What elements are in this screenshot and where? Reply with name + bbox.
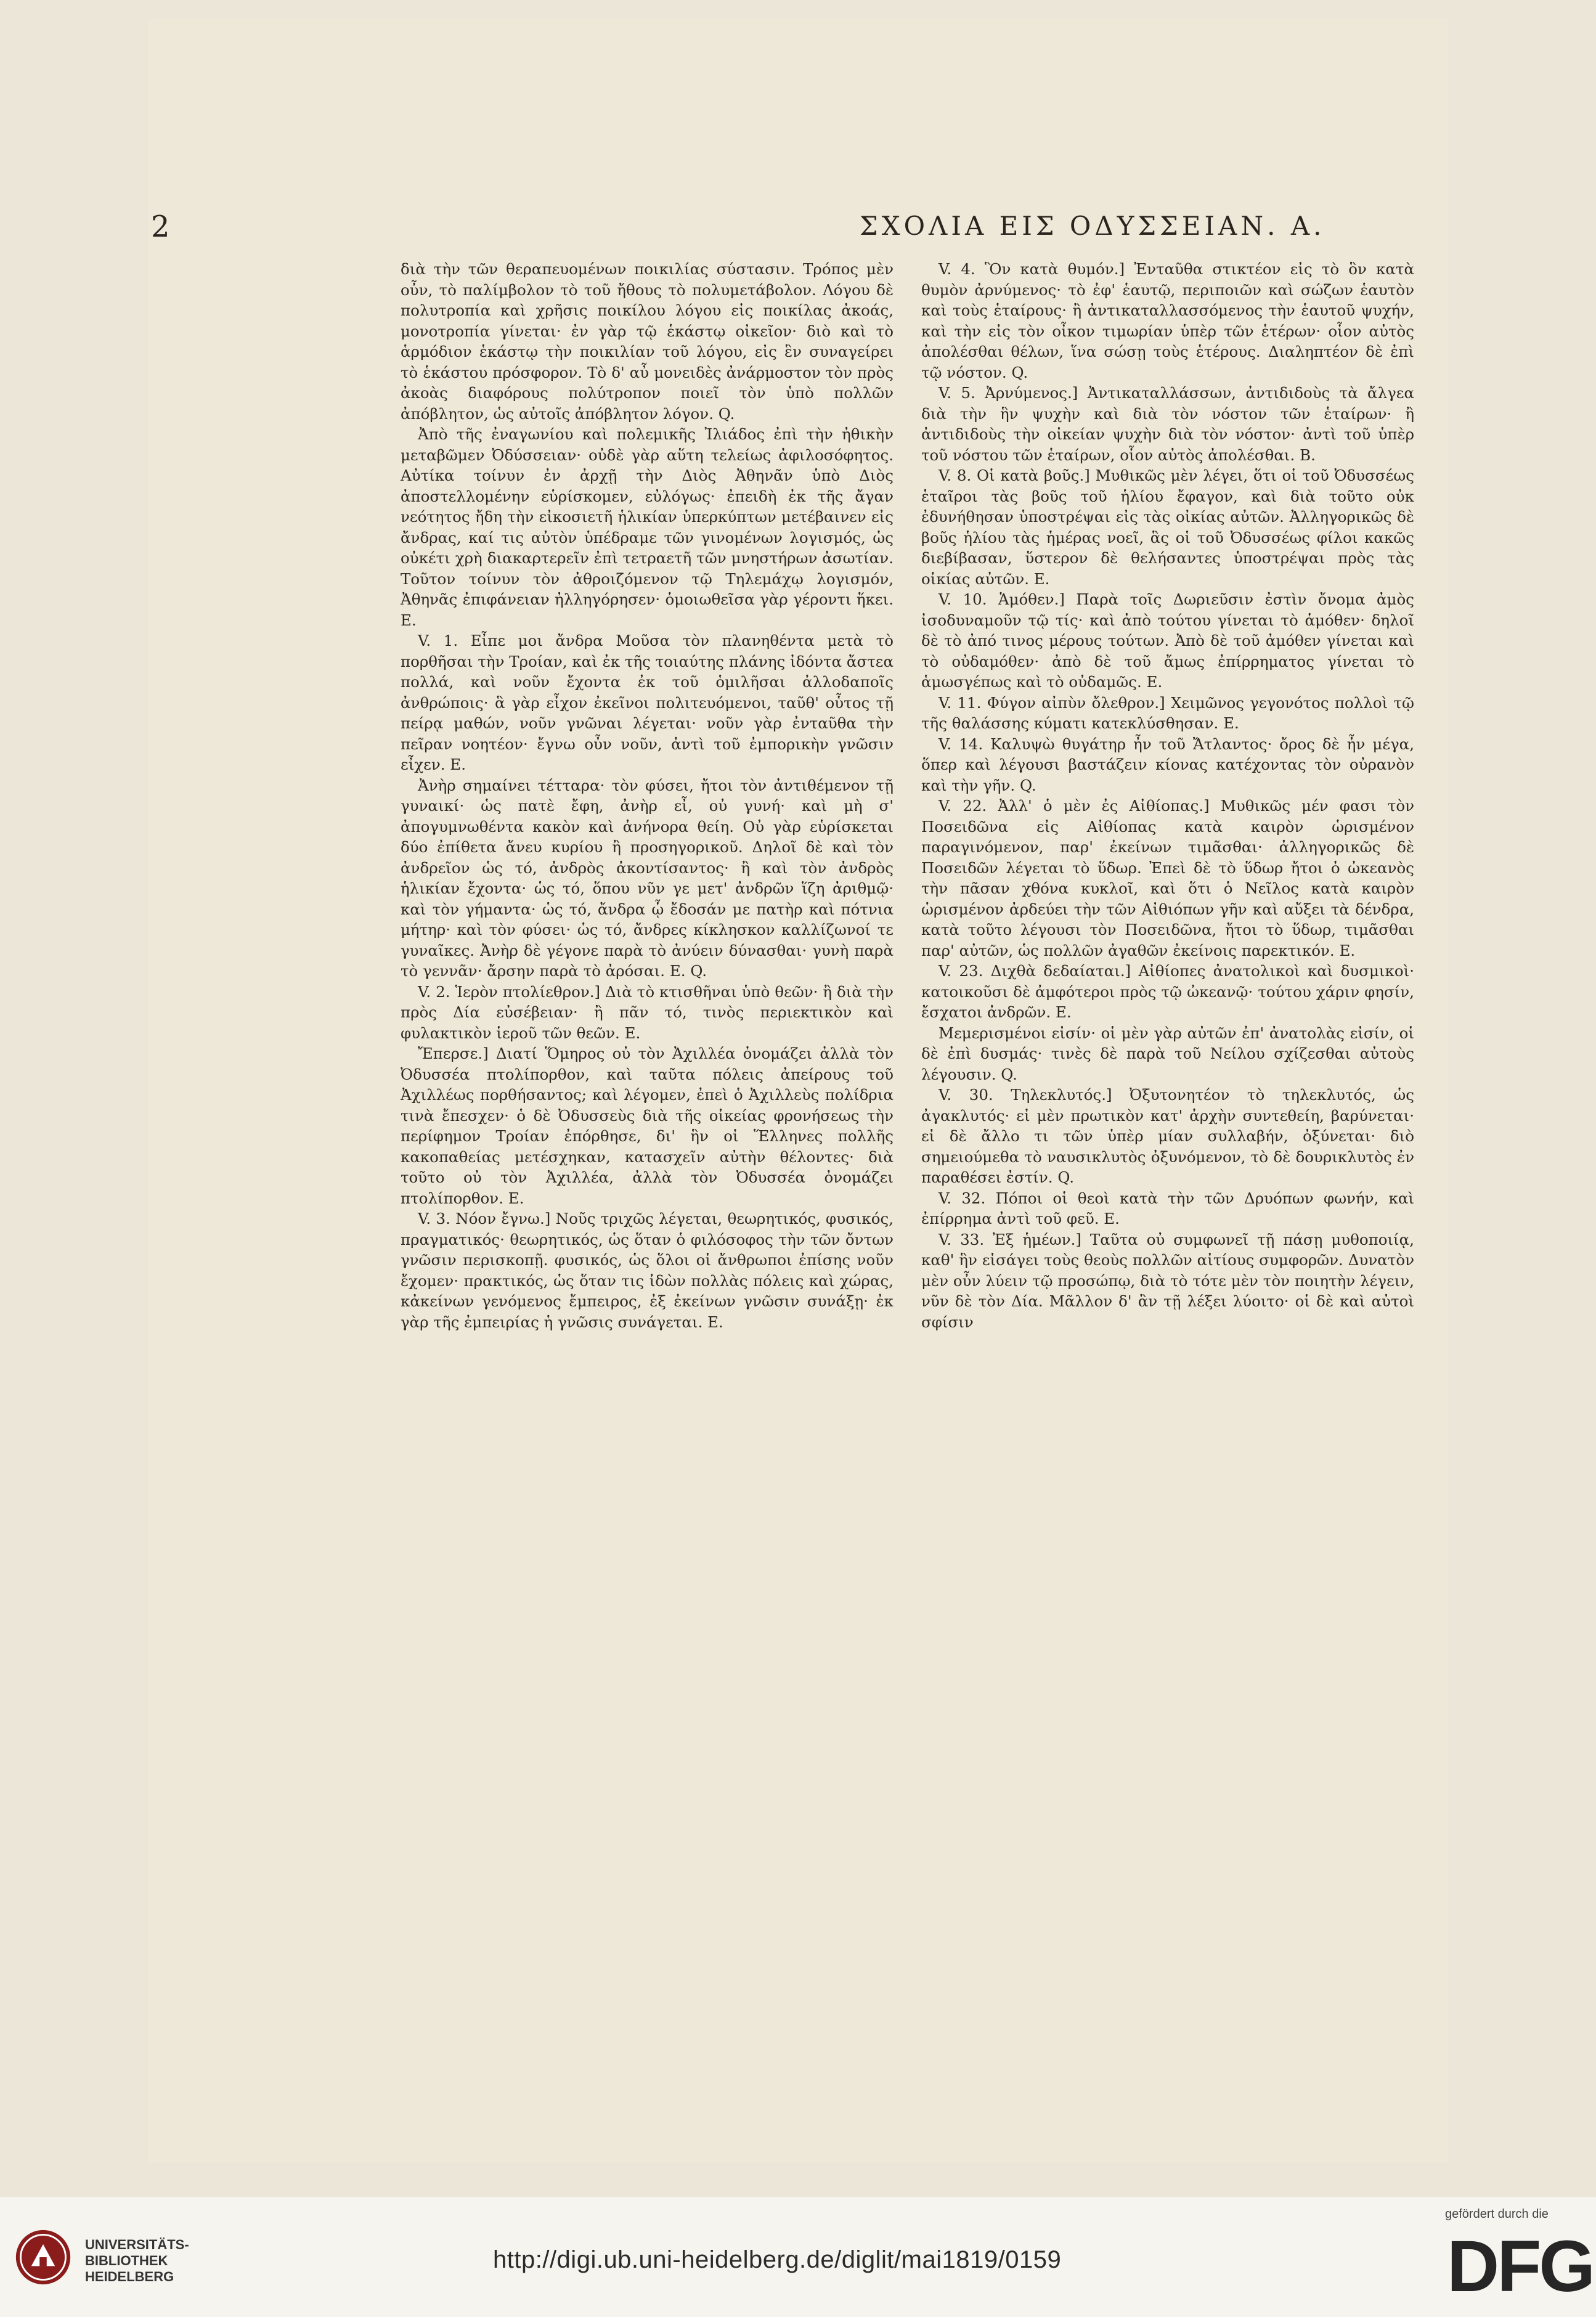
right-paragraph: V. 23. Διχθὰ δεδαίαται.] Αἰθίοπες ἀνατολικοὶ καὶ δυσμικοὶ· κατοικοῦσι δὲ ἀμφότεροι πρὸς τῷ ὠκεανῷ· τούτου χάριν φησίν, ἔσχατοι ἀνδρῶν. E. (921, 962, 1414, 1021)
page-number: 2 (151, 210, 170, 244)
right-paragraph: V. 30. Τηλεκλυτός.] Ὀξυτονητέον τὸ τηλεκλυτός, ὡς ἀγακλυτός· εἰ μὲν πρωτικὸν κατ' ἀρχὴν συντεθείη, βαρύνεται· εἰ δὲ ἄλλο τι τῶν ὑπὲρ μίαν συλλαβήν, ὀξύνεται· διὸ σημειούμεθα τὸ ναυσικλυτὸς ὀξυνόμενον, τὸ δὲ δουρικλυτὸς ἐν παραθέσει ἐστίν. Q. (921, 1086, 1414, 1186)
university-name-line: HEIDELBERG (85, 2269, 174, 2284)
dfg-logo: DFG (1447, 2226, 1594, 2307)
left-paragraph: Ἀνὴρ σημαίνει τέτταρα· τὸν φύσει, ἤτοι τὸν ἀντιθέμενον τῇ γυναικί· ὡς πατὲ ἔφη, ἀνὴρ εἶ, οὐ γυνή· καὶ μὴ σ' ἀπογυμνωθέντα κακὸν καὶ ἀνήνορα θείη. Οὐ γὰρ εὑρίσκεται δύο ἐπίθετα ἄνευ κυρίου ἢ προσηγορικοῦ. Δηλοῖ δὲ καὶ τὸν ἀνδρεῖον ὡς τό, ἀνδρὸς ἀκοντίσαντος· ἢ καὶ τὸν ἀνδρὸς ἡλικίαν ἔχοντα· ὡς τό, ὅπου νῦν γε μετ' ἀνδρῶν ἵζη ἀριθμῷ· καὶ τὸν γήμαντα· ὡς τό, ἄνδρα ᾧ ἔδοσάν με πατὴρ καὶ πότνια μήτηρ· καὶ τὸν φύσει· ὡς τό, ἄνδρες κίκλησκον καλλίζωνοί τε γυναῖκες. Ἀνὴρ δὲ γέγονε παρὰ τὸ ἀνύειν δύνασθαι· γυνὴ παρὰ τὸ γεννᾶν· ἄρσην παρὰ τὸ ἀρόσαι. E. Q. (401, 776, 894, 980)
right-paragraph: V. 14. Καλυψὼ θυγάτηρ ἦν τοῦ Ἄτλαντος· ὄρος δὲ ἦν μέγα, ὅπερ καὶ λέγουσι βαστάζειν κίονας κατέχοντας τὸν οὐρανὸν καὶ τὴν γῆν. Q. (921, 735, 1414, 794)
university-name-line: BIBLIOTHEK (85, 2253, 168, 2268)
document-url-link[interactable]: http://digi.ub.uni-heidelberg.de/diglit/mai1819/0159 (493, 2246, 1062, 2273)
left-paragraph: διὰ τὴν τῶν θεραπευομένων ποικιλίας σύστασιν. Τρόπος μὲν οὖν, τὸ παλίμβολον τὸ τοῦ ἤθους τὸ πολυμετάβολον. Λόγου δὲ πολυτροπία καὶ χρῆσις ποικίλου λόγου εἰς ποικίλας ἀκοάς, μονοτροπία γίνεται· ἐν γὰρ τῷ ἑκάστῳ οἰκεῖον· διὸ καὶ τὸ ἁρμόδιον ἑκάστῳ τὴν ποικιλίαν τοῦ λόγου, εἰς ἓν συναγείρει τὸ ἑκάστου πρόσφορον. Τὸ δ' αὖ μονειδὲς ἀνάρμοστον τὸν πρὸς ἀκοὰς διαφόρους πολύτροπον ποιεῖ τὸν ὑπὸ πολλῶν ἀπόβλητον, ὡς αὐτοῖς ἀπόβλητον λόγον. Q. (401, 260, 894, 423)
right-paragraph: V. 8. Οἱ κατὰ βοῦς.] Μυθικῶς μὲν λέγει, ὅτι οἱ τοῦ Ὀδυσσέως ἑταῖροι τὰς βοῦς τοῦ ἡλίου ἔφαγον, καὶ διὰ τοῦτο οὐκ ἐδυνήθησαν ὑποστρέψαι εἰς τὰς οἰκίας αὐτῶν. Ἀλληγορικῶς δὲ βοῦς ἡλίου τὰς ἡμέρας νοεῖ, ἃς οἱ τοῦ Ὀδυσσέως φίλοι κακῶς διεβίβασαν, ὕστερον δὲ θελήσαντες ὑποστρέψαι πρὸς τὰς οἰκίας αὐτῶν. E. (921, 466, 1414, 588)
left-column (401, 259, 894, 1332)
right-paragraph: V. 11. Φύγον αἰπὺν ὄλεθρον.] Χειμῶνος γεγονότος πολλοὶ τῷ τῆς θαλάσσης κύματι κατεκλύσθησαν. E. (921, 693, 1414, 732)
right-paragraph: V. 5. Ἀρνύμενος.] Ἀντικαταλλάσσων, ἀντιδιδοὺς τὰ ἄλγεα διὰ τὴν ἣν ψυχὴν καὶ διὰ τὸν νόστον τῶν ἑταίρων· ἢ ἀντιδιδοὺς τὴν οἰκείαν ψυχὴν διὰ τὸν νόστον· ἀντὶ τοῦ ὑπὲρ τοῦ νόστου τῶν ἑταίρων, οἷον αὐτὸς ἀπολέσθαι. B. (921, 384, 1414, 464)
sponsor-text: gefördert durch die (1445, 2207, 1549, 2221)
left-paragraph: V. 2. Ἱερὸν πτολίεθρον.] Διὰ τὸ κτισθῆναι ὑπὸ θεῶν· ἢ διὰ τὴν πρὸς Δία εὐσέβειαν· ἢ πᾶν τό, τινὸς περιεκτικὸν καὶ φυλακτικὸν ἱεροῦ τῶν θεῶν. E. (401, 982, 894, 1042)
university-seal-icon (14, 2228, 73, 2287)
university-name-line: UNIVERSITÄTS- (85, 2237, 189, 2252)
right-paragraph: V. 22. Ἀλλ' ὁ μὲν ἐς Αἰθίοπας.] Μυθικῶς μέν φασι τὸν Ποσειδῶνα εἰς Αἰθίοπας κατὰ καιρὸν ὡρισμένον παραγινόμενον, παρ' ἐκείνων τιμᾶσθαι· ἀλληγορικῶς δὲ Ποσειδῶν λέγεται τὸ ὕδωρ. Ἐπεὶ δὲ τὸ ὕδωρ ἤτοι ὁ ὠκεανὸς τὴν πᾶσαν χθόνα κυκλοῖ, καὶ ὅτι ὁ Νεῖλος κατὰ καιρὸν ὡρισμένον ἀρδεύει τὴν τῶν Αἰθιόπων γῆν καὶ αὔξει τὰ δένδρα, κατὰ τοῦτο λέγουσι τὸν Ποσειδῶνα, ἤτοι τὸ ὕδωρ, τιμᾶσθαι παρ' αὐτῶν, ὡς πολλῶν ἀγαθῶν ἐκείνοις παρεκτικόν. E. (921, 797, 1414, 959)
right-paragraph: V. 10. Ἁμόθεν.] Παρὰ τοῖς Δωριεῦσιν ἐστὶν ὄνομα ἀμὸς ἰσοδυναμοῦν τῷ τίς· καὶ ἀπὸ τούτου γίνεται τὸ ἁμόθεν· δηλοῖ δὲ τὸ ἀπό τινος μέρους τούτων. Ἀπὸ δὲ τοῦ ἀμόθεν γίνεται καὶ τὸ οὐδαμόθεν· ἀπὸ δὲ τοῦ ἄμως ἐπίρρηματος γίνεται τὸ ἁμωσγέπως καὶ τὸ οὐδαμῶς. E. (921, 590, 1414, 691)
left-paragraph: Ἔπερσε.] Διατί Ὅμηρος οὐ τὸν Ἀχιλλέα ὀνομάζει ἀλλὰ τὸν Ὀδυσσέα πτολίπορθον, καὶ ταῦτα πόλεις ἀπείρους τοῦ Ἀχιλλέως πορθήσαντος; καὶ λέγομεν, ἐπεὶ ὁ Ἀχιλλεὺς πολίδρια τινὰ ἔπεσχεν· ὁ δὲ Ὀδυσσεὺς διὰ τῆς οἰκείας φρονήσεως τὴν περίφημον Τροίαν ἐπόρθησε, δι' ἣν οἱ Ἕλληνες πολλῆς κακοπαθείας μετέσχηκαν, κατασχεῖν αὐτὴν θέλοντες· διὰ τοῦτο οὐ τὸν Ἀχιλλέα, ἀλλὰ τὸν Ὀδυσσέα ὀνομάζει πτολίπορθον. E. (401, 1044, 894, 1207)
right-paragraph: V. 4. Ὃν κατὰ θυμόν.] Ἐνταῦθα στικτέον εἰς τὸ ὃν κατὰ θυμὸν ἀρνύμενος· τὸ ἐφ' ἑαυτῷ, περιποιῶν καὶ σώζων ἑαυτὸν καὶ τοὺς ἑταίρους· ἢ ἀντικαταλλασσόμενος τὴν ἑαυτοῦ ψυχήν, καὶ τὴν εἰς τὸν οἶκον τιμωρίαν ὑπὲρ τῶν ἑτέρων· οἷον αὐτὸς ἀπολέσθαι θέλων, ἵνα σώσῃ τοὺς ἑτέρους. Διαληπτέον δὲ ἐπὶ τῷ νόστον. Q. (921, 260, 1414, 381)
right-column (921, 259, 1414, 1332)
left-paragraph: V. 1. Εἶπε μοι ἄνδρα Μοῦσα τὸν πλανηθέντα μετὰ τὸ πορθῆσαι τὴν Τροίαν, καὶ ἐκ τῆς τοιαύτης πλάνης ἰδόντα ἄστεα πολλά, καὶ νοῦν ἔχοντα ἐκ τοῦ ὁμιλῆσαι ἀλλοδαποῖς ἀνθρώποις· ἃ γὰρ εἶχον ἐκεῖνοι πολιτευόμενοι, ταῦθ' οὗτος τῇ πείρᾳ μαθών, νοῦν γνῶναι λέγεται· νοῦν γὰρ ἐνταῦθα τὴν πεῖραν νοητέον· ἔγνω οὖν νοῦν, ἀντὶ τοῦ ἐμπορικὴν γνῶσιν εἶχεν. E. (401, 632, 894, 773)
left-paragraph: V. 3. Νόον ἔγνω.] Νοῦς τριχῶς λέγεται, θεωρητικός, φυσικός, πραγματικός· θεωρητικός, ὡς ὅταν ὁ φιλόσοφος τὴν τῶν ὄντων γνῶσιν περισκοπῇ. φυσικός, ὡς ὅλοι οἱ ἄνθρωποι ἐπίσης νοῦν ἔχομεν· πρακτικός, ὡς ὅταν τις ἰδὼν πολλὰς πόλεις καὶ χώρας, κἀκείνων γενόμενος ἔμπειρος, ἐξ ἐκείνων γνῶσιν συνάξῃ· ἐκ γὰρ τῆς ἐμπειρίας ἡ γνῶσις συνάγεται. E. (401, 1210, 894, 1331)
right-paragraph: V. 32. Πόποι οἱ θεοὶ κατὰ τὴν τῶν Δρυόπων φωνήν, καὶ ἐπίρρημα ἀντὶ τοῦ φεῦ. E. (921, 1189, 1414, 1228)
right-paragraph: V. 33. Ἐξ ἡμέων.] Ταῦτα οὐ συμφωνεῖ τῇ πάσῃ μυθοποιίᾳ, καθ' ἣν εἰσάγει τοὺς θεοὺς πολλῶν αἰτίους συμφορῶν. Δυνατὸν μὲν οὖν λύειν τῷ προσώπῳ, διὰ τὸ τότε μὲν τὸν ποιητὴν λέγειν, νῦν δὲ τὸν Δία. Μᾶλλον δ' ἂν τῇ λέξει λύοιτο· οἱ δὲ καὶ αὐτοὶ σφίσιν (921, 1230, 1414, 1331)
running-title: ΣΧΟΛΙΑ ΕΙΣ ΟΔΥΣΣΕΙΑΝ. Α. (860, 211, 1325, 241)
left-paragraph: Ἀπὸ τῆς ἐναγωνίου καὶ πολεμικῆς Ἰλιάδος ἐπὶ τὴν ἠθικὴν μεταβῶμεν Ὀδύσσειαν· οὐδὲ γὰρ αὕτη τελείως ἀφιλοσόφητος. Αὐτίκα τοίνυν ἐν ἀρχῇ τὴν Διὸς Ἀθηνᾶν ὑπὸ Διὸς ἀποστελλομένην εὑρίσκομεν, εὐλόγως· ἐπειδὴ ἐκ τῆς ἄγαν νεότητος ἤδη τὴν εἰκοσιετῆ ἡλικίαν ὑπερκύπτων μετέβαινεν εἰς ἄνδρας, καί τις αὐτὸν ὑπέδραμε τῶν γινομένων λογισμός, ὡς οὐκέτι χρὴ διακαρτερεῖν ἐπὶ τετραετῆ τῶν μνηστήρων ἀσωτίαν. Τοῦτον τοίνυν τὸν ἀθροιζόμενον τῷ Τηλεμάχῳ λογισμόν, Ἀθηνᾶς ἐπιφάνειαν ἠλληγόρησεν· ὁμοιωθεῖσα γὰρ γέροντι ἥκει. E. (401, 425, 894, 629)
university-name (85, 2237, 189, 2285)
right-paragraph: Μεμερισμένοι εἰσίν· οἱ μὲν γὰρ αὐτῶν ἐπ' ἀνατολὰς εἰσίν, οἱ δὲ ἐπὶ δυσμάς· τινὲς δὲ παρὰ τοῦ Νείλου σχίζεσθαι αὐτοὺς λέγουσιν. Q. (921, 1024, 1414, 1083)
